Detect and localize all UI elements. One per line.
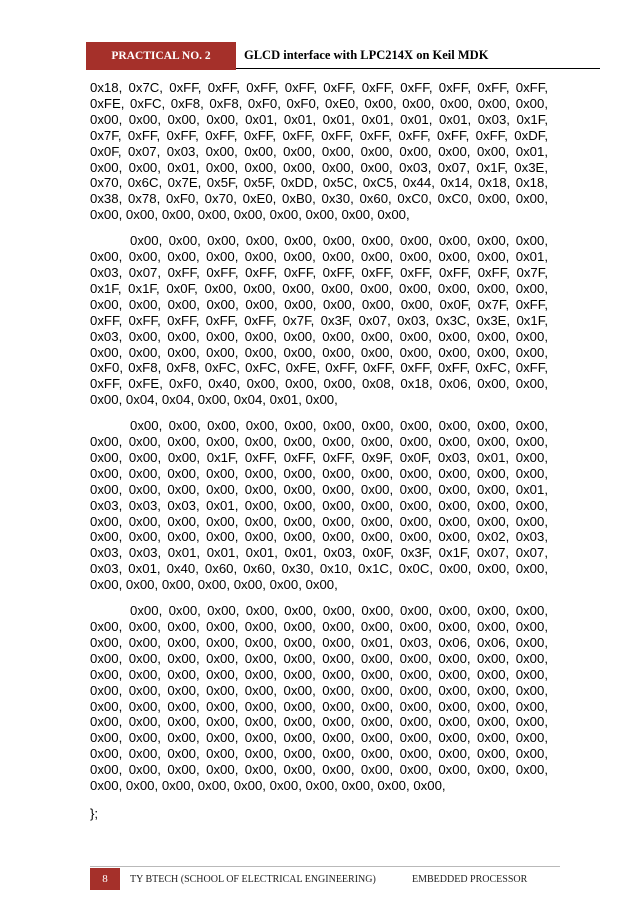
code-block-1: 0x18, 0x7C, 0xFF, 0xFF, 0xFF, 0xFF, 0xFF, 0xFF, 0xFF, 0xFF, 0xFF, 0xFF, 0xFE, 0xFC, 0xF8, 0xF8, 0xF0, 0xF0, 0xE0, 0x00, 0x00, 0x00, 0x00, 0x00, 0x00, 0x00, 0x00, 0x00, 0x01, 0x01, 0x01, 0x01, 0x01, 0x01, 0x03, 0x1F, 0x7F, 0xFF, 0xFF, 0xFF, 0xFF, 0xFF, 0xFF, 0xFF, 0xFF, 0xFF, 0xFF, 0xDF, 0x0F, 0x07, 0x03, 0x00, 0x00, 0x00, 0x00, 0x00, 0x00, 0x00, 0x00, 0x01, 0x00, 0x00, 0x01, 0x00, 0x00, 0x00, 0x00, 0x00, 0x03, 0x07, 0x1F, 0x3E, 0x70, 0x6C, 0x7E, 0x5F, 0x5F, 0xDD, 0x5C, 0xC5, 0x44, 0x14, 0x18, 0x18, 0x38, 0x78, 0xF0, 0x70, 0xE0, 0xB0, 0x30, 0x60, 0xC0, 0xC0, 0x00, 0x00, 0x00, 0x00, 0x00, 0x00, 0x00, 0x00, 0x00, 0x00, 0x00,: [90, 80, 548, 223]
code-block-3: 0x00, 0x00, 0x00, 0x00, 0x00, 0x00, 0x00, 0x00, 0x00, 0x00, 0x00, 0x00, 0x00, 0x00, 0x00, 0x00, 0x00, 0x00, 0x00, 0x00, 0x00, 0x00, 0x00, 0x00, 0x00, 0x00, 0x1F, 0xFF, 0xFF, 0xFF, 0x9F, 0x0F, 0x03, 0x01, 0x00, 0x00, 0x00, 0x00, 0x00, 0x00, 0x00, 0x00, 0x00, 0x00, 0x00, 0x00, 0x00, 0x00, 0x00, 0x00, 0x00, 0x00, 0x00, 0x00, 0x00, 0x00, 0x00, 0x00, 0x01, 0x03, 0x03, 0x03, 0x01, 0x00, 0x00, 0x00, 0x00, 0x00, 0x00, 0x00, 0x00, 0x00, 0x00, 0x00, 0x00, 0x00, 0x00, 0x00, 0x00, 0x00, 0x00, 0x00, 0x00, 0x00, 0x00, 0x00, 0x00, 0x00, 0x00, 0x00, 0x00, 0x00, 0x00, 0x02, 0x03, 0x03, 0x03, 0x01, 0x01, 0x01, 0x01, 0x03, 0x0F, 0x3F, 0x1F, 0x07, 0x07, 0x03, 0x01, 0x40, 0x60, 0x60, 0x30, 0x10, 0x1C, 0x0C, 0x00, 0x00, 0x00, 0x00, 0x00, 0x00, 0x00, 0x00, 0x00, 0x00,: [90, 418, 548, 593]
page-number: 8: [90, 868, 120, 890]
footer-divider: [90, 866, 560, 867]
page-footer: [90, 866, 560, 892]
code-block-4: 0x00, 0x00, 0x00, 0x00, 0x00, 0x00, 0x00, 0x00, 0x00, 0x00, 0x00, 0x00, 0x00, 0x00, 0x00, 0x00, 0x00, 0x00, 0x00, 0x00, 0x00, 0x00, 0x00, 0x00, 0x00, 0x00, 0x00, 0x00, 0x00, 0x00, 0x01, 0x03, 0x06, 0x06, 0x00, 0x00, 0x00, 0x00, 0x00, 0x00, 0x00, 0x00, 0x00, 0x00, 0x00, 0x00, 0x00, 0x00, 0x00, 0x00, 0x00, 0x00, 0x00, 0x00, 0x00, 0x00, 0x00, 0x00, 0x00, 0x00, 0x00, 0x00, 0x00, 0x00, 0x00, 0x00, 0x00, 0x00, 0x00, 0x00, 0x00, 0x00, 0x00, 0x00, 0x00, 0x00, 0x00, 0x00, 0x00, 0x00, 0x00, 0x00, 0x00, 0x00, 0x00, 0x00, 0x00, 0x00, 0x00, 0x00, 0x00, 0x00, 0x00, 0x00, 0x00, 0x00, 0x00, 0x00, 0x00, 0x00, 0x00, 0x00, 0x00, 0x00, 0x00, 0x00, 0x00, 0x00, 0x00, 0x00, 0x00, 0x00, 0x00, 0x00, 0x00, 0x00, 0x00, 0x00, 0x00, 0x00, 0x00, 0x00, 0x00, 0x00, 0x00, 0x00, 0x00, 0x00, 0x00, 0x00, 0x00, 0x00, 0x00, 0x00, 0x00, 0x00, 0x00, 0x00, 0x00, 0x00, 0x00,: [90, 603, 548, 794]
code-listing: [90, 80, 548, 822]
footer-institution: TY BTECH (SCHOOL OF ELECTRICAL ENGINEERING): [130, 873, 376, 885]
page-header: [86, 42, 600, 70]
header-title: GLCD interface with LPC214X on Keil MDK: [244, 47, 489, 62]
array-closing-brace: };: [90, 805, 99, 821]
footer-course: EMBEDDED PROCESSOR: [412, 873, 528, 885]
code-block-2: 0x00, 0x00, 0x00, 0x00, 0x00, 0x00, 0x00, 0x00, 0x00, 0x00, 0x00, 0x00, 0x00, 0x00, 0x00, 0x00, 0x00, 0x00, 0x00, 0x00, 0x00, 0x00, 0x01, 0x03, 0x07, 0xFF, 0xFF, 0xFF, 0xFF, 0xFF, 0xFF, 0xFF, 0xFF, 0xFF, 0x7F, 0x1F, 0x1F, 0x0F, 0x00, 0x00, 0x00, 0x00, 0x00, 0x00, 0x00, 0x00, 0x00, 0x00, 0x00, 0x00, 0x00, 0x00, 0x00, 0x00, 0x00, 0x00, 0x0F, 0x7F, 0xFF, 0xFF, 0xFF, 0xFF, 0xFF, 0xFF, 0x7F, 0x3F, 0x07, 0x03, 0x3C, 0x3E, 0x1F, 0x03, 0x00, 0x00, 0x00, 0x00, 0x00, 0x00, 0x00, 0x00, 0x00, 0x00, 0x00, 0x00, 0x00, 0x00, 0x00, 0x00, 0x00, 0x00, 0x00, 0x00, 0x00, 0x00, 0x00, 0xF0, 0xF8, 0xF8, 0xFC, 0xFC, 0xFE, 0xFF, 0xFF, 0xFF, 0xFF, 0xFC, 0xFF, 0xFF, 0xFE, 0xF0, 0x40, 0x00, 0x00, 0x00, 0x08, 0x18, 0x06, 0x00, 0x00, 0x00, 0x04, 0x04, 0x00, 0x04, 0x01, 0x00,: [90, 233, 548, 408]
header-divider: [236, 68, 600, 69]
practical-number-tab: PRACTICAL NO. 2: [86, 42, 236, 70]
